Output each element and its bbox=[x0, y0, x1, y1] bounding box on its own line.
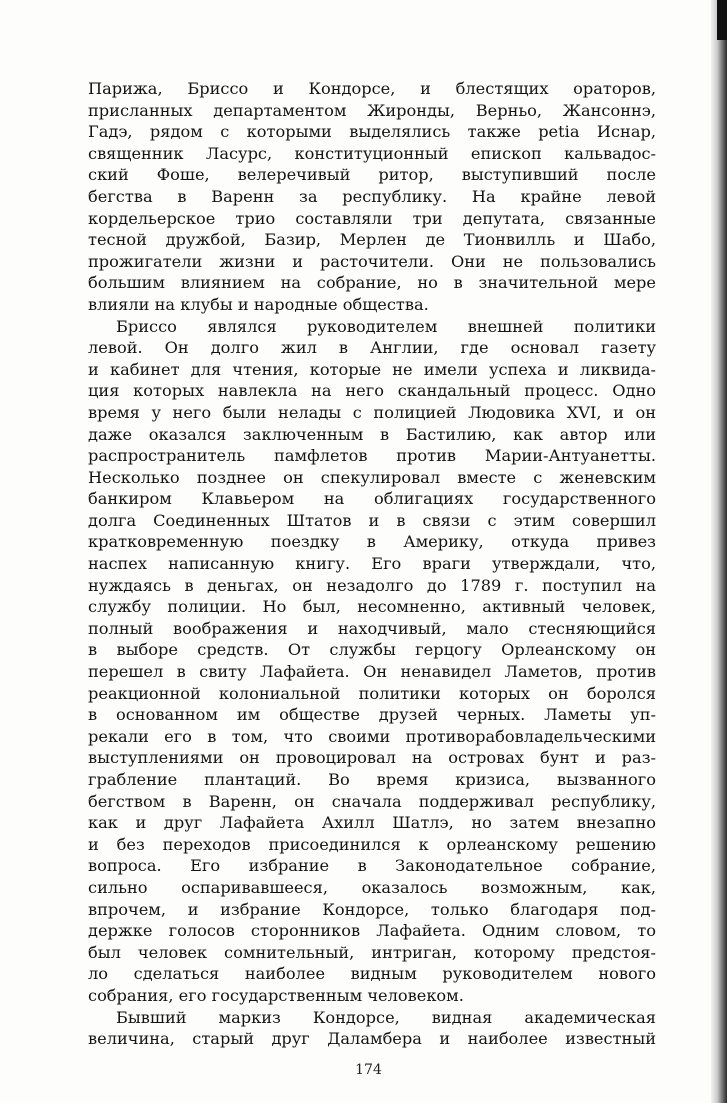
text-line: в выборе средств. От службы герцогу Орлеанскому он bbox=[88, 640, 656, 660]
paragraph bbox=[88, 78, 656, 316]
text-line: присланных департаментом Жиронды, Верньо, Жансоннэ, bbox=[88, 100, 656, 120]
text-line: вопроса. Его избрание в Законодательное собрание, bbox=[88, 856, 656, 876]
paragraph bbox=[88, 1007, 656, 1050]
text-line: службу полиции. Но был, несомненно, активный человек, bbox=[88, 597, 656, 617]
text-line: распространитель памфлетов против Марии-Антуанетты. bbox=[88, 446, 656, 466]
text-line: влияли на клубы и народные общества. bbox=[88, 294, 429, 314]
text-line: Несколько позднее он спекулировал вместе с женевским bbox=[88, 467, 656, 487]
text-line: сильно оспаривавшееся, оказалось возможным, как, bbox=[88, 877, 656, 897]
text-line: держке голосов сторонников Лафайета. Одним словом, то bbox=[88, 921, 656, 941]
text-line: время у него были нелады с полицией Людовика XVI, и он bbox=[88, 402, 656, 422]
text-line: нуждаясь в деньгах, он незадолго до 1789 г. поступил на bbox=[88, 575, 656, 595]
page-edge-shadow bbox=[711, 0, 727, 1103]
text-line: рекали его в том, что своими противорабовладельческими bbox=[88, 726, 656, 746]
text-line: банкиром Клавьером на облигациях государственного bbox=[88, 489, 656, 509]
text-line: даже оказался заключенным в Бастилию, как автор или bbox=[88, 424, 656, 444]
text-line: священник Ласурс, конституционный епископ кальвадос- bbox=[88, 143, 656, 163]
text-line: Гадэ, рядом с которыми выделялись также petia Иснар, bbox=[88, 122, 656, 142]
text-line: собрания, его государственным человеком. bbox=[88, 985, 464, 1005]
paragraph bbox=[88, 316, 656, 1007]
text-line: и кабинет для чтения, которые не имели успеха и ликвида- bbox=[88, 359, 656, 379]
text-line: тесной дружбой, Базир, Мерлен де Тионвилль и Шабо, bbox=[88, 230, 656, 250]
text-line: реакционной колониальной политики которых он боролся bbox=[88, 683, 656, 703]
text-line: выступлениями он провоцировал на островах бунт и раз- bbox=[88, 748, 656, 768]
text-line: полный воображения и находчивый, мало стесняющийся bbox=[88, 618, 656, 638]
page-edge-dark-corner bbox=[717, 0, 727, 40]
text-line: ло сделаться наиболее видным руководителем нового bbox=[88, 964, 656, 984]
text-line: ский Фоше, велеречивый ритор, выступивший после bbox=[88, 165, 656, 185]
text-line: грабление плантаций. Во время кризиса, вызванного bbox=[88, 770, 656, 789]
body-text bbox=[88, 78, 656, 1050]
text-line: перешел в свиту Лафайета. Он ненавидел Ламетов, против bbox=[88, 662, 656, 682]
text-line: наспех написанную книгу. Его враги утверждали, что, bbox=[88, 554, 656, 574]
text-line: большим влиянием на собрание, но в значительной мере bbox=[88, 273, 656, 293]
text-line: был человек сомнительный, интриган, которому предстоя- bbox=[88, 942, 656, 962]
text-line: левой. Он долго жил в Англии, где основал газету bbox=[88, 338, 656, 358]
text-line: как и друг Лафайета Ахилл Шатлэ, но затем внезапно bbox=[88, 813, 656, 833]
text-line: ция которых навлекла на него скандальный процесс. Одно bbox=[88, 381, 656, 401]
text-line: величина, старый друг Даламбера и наиболее известный bbox=[88, 1029, 656, 1049]
text-line: прожигатели жизни и расточители. Они не пользовались bbox=[88, 251, 656, 271]
text-line: Парижа, Бриссо и Кондорсе, и блестящих ораторов, bbox=[88, 79, 656, 98]
text-line: бегством в Варенн, он сначала поддерживал республику, bbox=[88, 791, 656, 811]
text-line: кратковременную поездку в Америку, откуда привез bbox=[88, 532, 656, 552]
text-line: Бывший маркиз Кондорсе, видная академическая bbox=[116, 1007, 656, 1027]
text-line: долга Соединенных Штатов и в связи с этим совершил bbox=[88, 510, 656, 530]
text-line: бегства в Варенн за республику. На крайне левой bbox=[88, 186, 656, 206]
page-number: 174 bbox=[355, 1062, 382, 1078]
text-line: кордельерское трио составляли три депутата, связанные bbox=[88, 208, 656, 228]
text-line: и без переходов присоединился к орлеанскому решению bbox=[88, 834, 656, 854]
text-line: впрочем, и избрание Кондорсе, только благодаря под- bbox=[88, 899, 656, 919]
text-line: в основанном им обществе друзей черных. Ламеты уп- bbox=[88, 705, 656, 725]
text-line: Бриссо являлся руководителем внешней политики bbox=[116, 316, 656, 336]
